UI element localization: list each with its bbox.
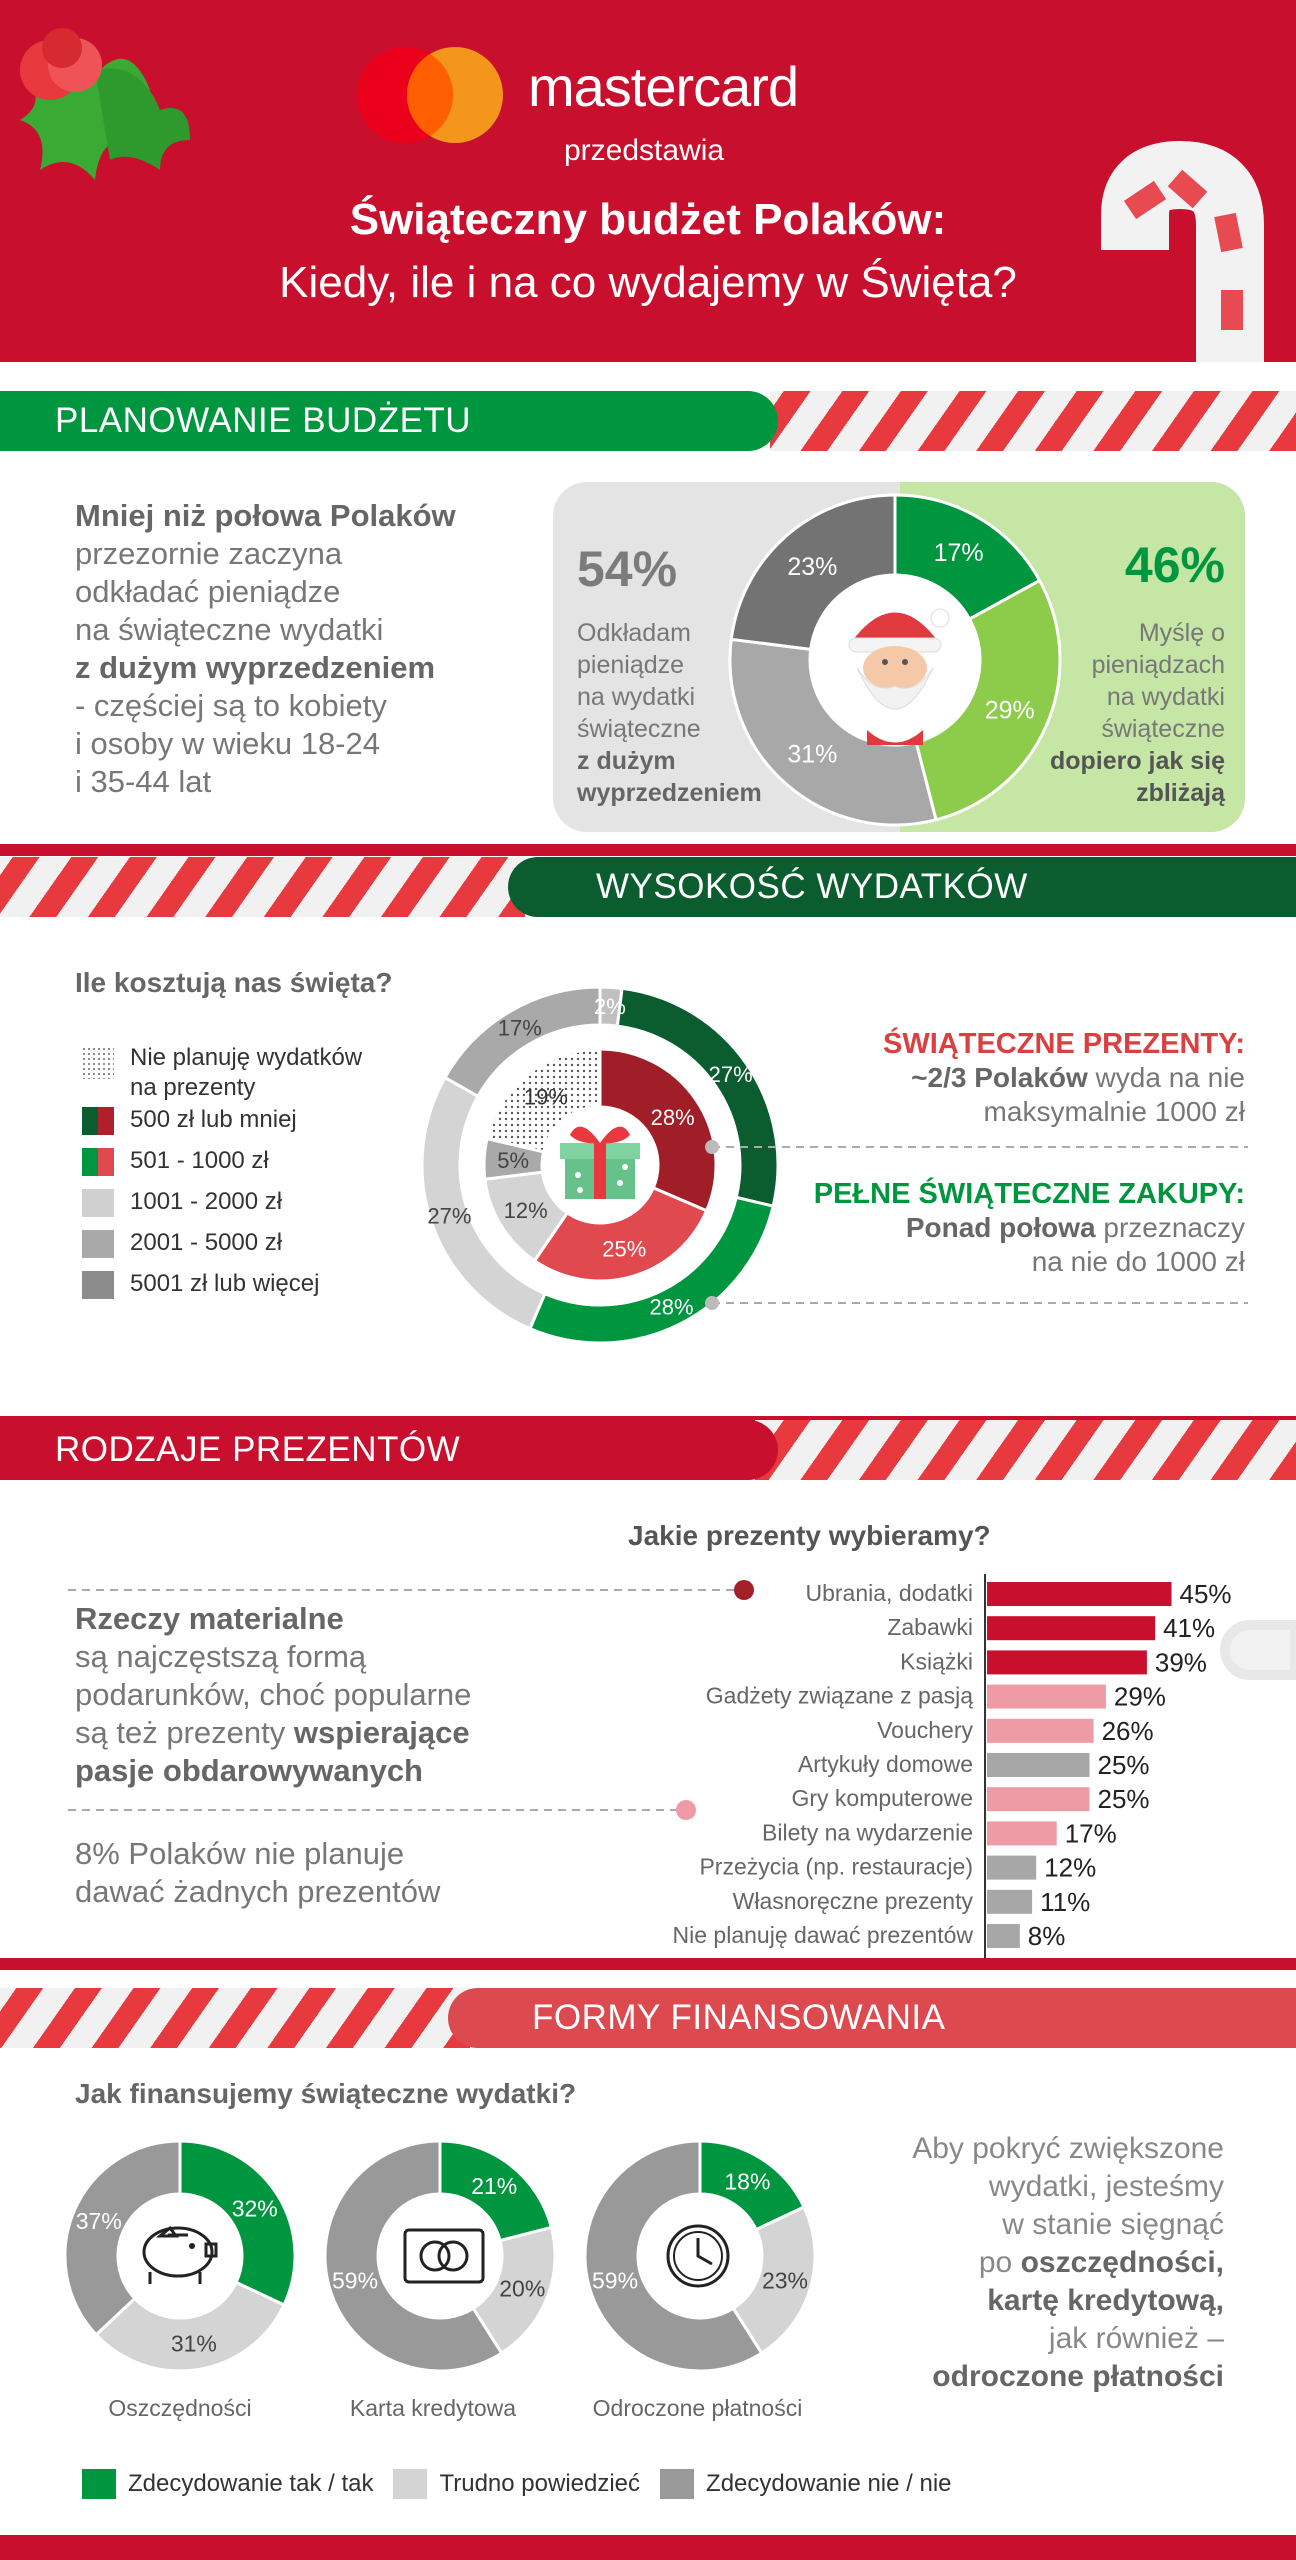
text-line: dopiero jak się xyxy=(1049,747,1225,775)
donut-label-credit-card: Karta kredytowa xyxy=(349,2395,517,2421)
bar-value-label: 26% xyxy=(1101,1715,1154,1746)
bar xyxy=(987,1753,1090,1777)
legend-item-no-plan xyxy=(82,1043,362,1105)
spending-legend xyxy=(82,1043,362,1310)
text-line: zbliżają xyxy=(1136,779,1225,807)
shopping-callout-text: na nie do 1000 zł xyxy=(1031,1246,1245,1277)
bar xyxy=(987,1787,1090,1811)
donut-label-deferred: Odroczone płatności xyxy=(592,2395,803,2421)
bar xyxy=(987,1685,1106,1709)
text-line: na wydatki xyxy=(577,683,696,711)
side-line: jak również – xyxy=(1048,2322,1224,2355)
gift-bar-chart xyxy=(600,1574,1260,1959)
lead-line: są najczęstszą formą xyxy=(75,1639,367,1674)
financing-donut-1-label: 20% xyxy=(499,2275,546,2302)
bar-value-label: 11% xyxy=(1040,1886,1091,1917)
gift-icon xyxy=(544,1109,656,1221)
lead-line: podarunków, choć popularne xyxy=(75,1677,472,1712)
financing-question: Jak finansujemy świąteczne wydatki? xyxy=(75,2078,577,2109)
budget-lead-text xyxy=(75,497,456,801)
text-line: świąteczne xyxy=(577,715,701,743)
lead-line: odkładać pieniądze xyxy=(75,574,341,609)
lead-line: Mniej niż połowa Polaków xyxy=(75,498,456,533)
gifts-callout-text: wyda na nie xyxy=(1087,1062,1245,1093)
spending-inner-donut-label: 5% xyxy=(497,1148,530,1174)
bar-value-label: 41% xyxy=(1163,1613,1216,1644)
shopping-callout-text: przeznaczy xyxy=(1095,1212,1245,1243)
bar-value-label: 45% xyxy=(1179,1579,1232,1609)
bar-value-label: 25% xyxy=(1097,1784,1150,1815)
bar xyxy=(987,1821,1057,1845)
stripe-decor xyxy=(755,1420,1296,1480)
text-line: pieniądzach xyxy=(1091,651,1225,679)
lead-line: i osoby w wieku 18-24 xyxy=(75,726,380,761)
bar xyxy=(987,1616,1155,1640)
bar-category-label: Vouchery xyxy=(877,1716,973,1743)
financing-donut-2-label: 59% xyxy=(591,2267,639,2294)
bar-value-label: 39% xyxy=(1154,1647,1207,1678)
banner-gift-types: RODZAJE PREZENTÓW xyxy=(0,1420,778,1480)
side-line-bold: oszczędności, xyxy=(1020,2246,1224,2279)
lead-line: pasje obdarowywanych xyxy=(75,1753,423,1788)
bar-value-label: 17% xyxy=(1064,1818,1117,1849)
legend-label: Nie planuję wydatków xyxy=(130,1044,363,1071)
stripe-decor xyxy=(770,391,1296,451)
financing-side-text xyxy=(830,2130,1224,2396)
lead-line: z dużym wyprzedzeniem xyxy=(75,650,436,685)
banner-financing: FORMY FINANSOWANIA xyxy=(448,1988,1296,2048)
note-line: 8% Polaków nie planuje xyxy=(75,1836,405,1871)
santa-icon xyxy=(810,575,980,745)
candy-cane-decor xyxy=(1220,1620,1296,1680)
financing-donut-0-label: 37% xyxy=(75,2207,122,2234)
legend-label: 5001 zł lub więcej xyxy=(130,1270,320,1297)
page-title: Świąteczny budżet Polaków: xyxy=(349,195,947,244)
percent-46: 46% xyxy=(1124,537,1225,593)
financing-donut-1-label: 59% xyxy=(331,2267,379,2294)
legend-label: 2001 - 5000 zł xyxy=(130,1229,283,1256)
bar-value-label: 8% xyxy=(1027,1921,1066,1951)
bar xyxy=(987,1650,1147,1674)
holly-icon xyxy=(20,28,190,180)
lead-line: Rzeczy materialne xyxy=(75,1601,344,1636)
dotted-swatch-icon xyxy=(82,1047,114,1079)
bar-category-label: Książki xyxy=(900,1648,973,1675)
stripe-decor xyxy=(0,857,525,917)
side-line: po xyxy=(978,2246,1021,2279)
bar-value-label: 29% xyxy=(1113,1681,1166,1712)
text-line: świąteczne xyxy=(1101,715,1225,743)
bar-category-label: Artykuły domowe xyxy=(797,1751,973,1777)
gifts-callout-title: ŚWIĄTECZNE PREZENTY: xyxy=(883,1028,1245,1060)
financing-donut-1-label: 21% xyxy=(471,2173,518,2200)
lead-line-bold: wspierające xyxy=(293,1715,470,1750)
budget-donut-label: 23% xyxy=(787,552,838,581)
note-line: dawać żadnych prezentów xyxy=(75,1874,441,1909)
gifts-callout xyxy=(780,1027,1245,1129)
spending-question: Ile kosztują nas święta? xyxy=(75,967,393,998)
lead-line: - częściej są to kobiety xyxy=(75,688,387,723)
bar-category-label: Gry komputerowe xyxy=(791,1785,973,1812)
lead-line: przezornie zaczyna xyxy=(75,536,343,571)
spending-outer-donut-label: 2% xyxy=(593,994,626,1020)
bar xyxy=(987,1719,1094,1743)
text-line: pieniądze xyxy=(577,651,685,679)
donut-label-savings: Oszczędności xyxy=(108,2395,252,2421)
legend-swatch xyxy=(82,1107,98,1135)
mastercard-logo-icon xyxy=(357,47,503,143)
legend-swatch xyxy=(660,2469,694,2499)
legend-swatch xyxy=(82,1271,114,1299)
bar xyxy=(987,1856,1036,1880)
gifts-callout-bold: ~2/3 Polaków xyxy=(911,1062,1088,1093)
lead-line: są też prezenty xyxy=(75,1715,294,1750)
gifts-callout-text: maksymalnie 1000 zł xyxy=(983,1096,1245,1127)
legend-swatch xyxy=(82,1189,114,1217)
legend-label: 1001 - 2000 zł xyxy=(130,1188,283,1215)
gift-lead-text xyxy=(75,1600,471,1790)
budget-donut-label: 29% xyxy=(984,696,1035,725)
budget-donut-chart xyxy=(725,490,1065,830)
gift-question: Jakie prezenty wybieramy? xyxy=(628,1520,991,1551)
financing-donut-2-label: 23% xyxy=(761,2267,809,2294)
presents-label: przedstawia xyxy=(564,134,725,167)
spending-outer-donut-label: 28% xyxy=(649,1294,694,1320)
side-line-bold: odroczone płatności xyxy=(932,2360,1224,2393)
text-line: Myślę o xyxy=(1138,619,1225,647)
legend-label: Zdecydowanie tak / tak xyxy=(128,2470,374,2497)
legend-label: 501 - 1000 zł xyxy=(130,1147,269,1174)
bar-category-label: Własnoręczne prezenty xyxy=(732,1887,973,1914)
bar xyxy=(987,1924,1020,1948)
text-line: z dużym xyxy=(577,747,676,775)
spending-inner-donut-label: 12% xyxy=(503,1197,548,1223)
side-line: Aby pokryć zwiększone xyxy=(912,2132,1224,2165)
legend-item-5000 xyxy=(82,1228,362,1269)
financing-donut-2-label: 18% xyxy=(724,2168,771,2195)
legend-item-2000 xyxy=(82,1187,362,1228)
spending-outer-donut-label: 27% xyxy=(708,1062,753,1088)
spending-outer-donut-label: 27% xyxy=(427,1203,472,1229)
banner-budget: PLANOWANIE BUDŻETU xyxy=(0,391,778,451)
text-line: na wydatki xyxy=(1106,683,1225,711)
legend-item-5001 xyxy=(82,1269,362,1310)
bar-category-label: Ubrania, dodatki xyxy=(805,1580,973,1606)
shopping-callout-bold: Ponad połowa xyxy=(905,1212,1096,1243)
bar-value-label: 12% xyxy=(1044,1852,1097,1883)
side-line: wydatki, jesteśmy xyxy=(988,2170,1224,2203)
legend-swatch xyxy=(98,1107,114,1135)
brand-name: mastercard xyxy=(528,55,799,118)
financing-legend xyxy=(82,2466,952,2502)
bar xyxy=(987,1582,1172,1606)
lead-line: i 35-44 lat xyxy=(75,764,212,799)
financing-donut-charts xyxy=(0,2120,860,2440)
spending-inner-donut-label: 19% xyxy=(523,1084,568,1110)
legend-item-1000 xyxy=(82,1146,362,1187)
page-subtitle: Kiedy, ile i na co wydajemy w Święta? xyxy=(279,258,1017,307)
shopping-callout xyxy=(780,1177,1245,1279)
side-line: w stanie sięgnąć xyxy=(1002,2208,1224,2241)
bar-category-label: Gadżety związane z pasją xyxy=(705,1682,973,1709)
lead-line: na świąteczne wydatki xyxy=(75,612,384,647)
bar-value-label: 25% xyxy=(1097,1750,1150,1780)
percent-54: 54% xyxy=(577,541,678,597)
bar-category-label: Przeżycia (np. restauracje) xyxy=(699,1853,973,1880)
legend-swatch xyxy=(82,2469,116,2499)
legend-label: Zdecydowanie nie / nie xyxy=(706,2470,952,2497)
budget-donut-label: 31% xyxy=(787,740,838,769)
financing-donut-0-label: 32% xyxy=(231,2195,278,2222)
stripe-decor xyxy=(0,1988,470,2048)
text-line: wyprzedzeniem xyxy=(577,779,762,807)
spending-inner-donut-label: 25% xyxy=(602,1236,647,1262)
legend-label: Trudno powiedzieć xyxy=(439,2470,641,2497)
shopping-callout-title: PEŁNE ŚWIĄTECZNE ZAKUPY: xyxy=(813,1178,1245,1210)
legend-swatch xyxy=(393,2469,427,2499)
bar xyxy=(987,1890,1032,1914)
bar-category-label: Bilety na wydarzenie xyxy=(762,1819,973,1846)
side-line-bold: kartę kredytową, xyxy=(987,2284,1224,2317)
bar-category-label: Zabawki xyxy=(887,1614,973,1641)
financing-donut-0-label: 31% xyxy=(170,2330,217,2357)
spending-inner-donut-label: 28% xyxy=(650,1104,695,1130)
budget-donut-label: 17% xyxy=(933,539,984,568)
text-line: Odkładam xyxy=(577,619,691,647)
banner-spending: WYSOKOŚĆ WYDATKÓW xyxy=(508,857,1296,917)
legend-swatch xyxy=(82,1148,98,1176)
legend-swatch xyxy=(82,1230,114,1258)
legend-item-500 xyxy=(82,1105,362,1146)
gift-note-text xyxy=(75,1835,440,1911)
legend-label: na prezenty xyxy=(130,1074,256,1101)
legend-label: 500 zł lub mniej xyxy=(130,1106,297,1133)
legend-swatch xyxy=(98,1148,114,1176)
bar-category-label: Nie planuję dawać prezentów xyxy=(672,1922,973,1948)
spending-outer-donut-label: 17% xyxy=(497,1015,542,1041)
